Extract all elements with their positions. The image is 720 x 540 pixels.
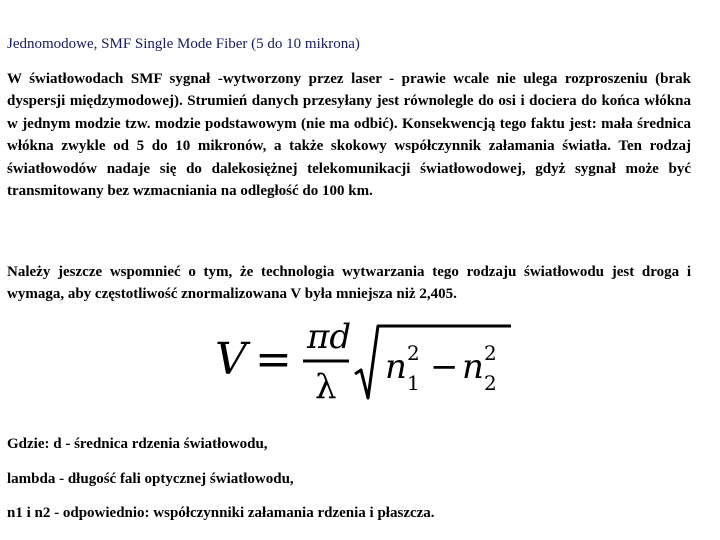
term1-superscript: 2 [407,341,420,365]
term1-subscript: 1 [407,371,420,395]
term2-base: n [462,347,484,387]
formula-minus: − [430,347,459,387]
slide-title: Jednomodowe, SMF Single Mode Fiber (5 do 10 mikrona) [7,36,360,52]
definition-refractive-indices: n1 i n2 - odpowiednio: współczynniki załamania rdzenia i płaszcza. [7,505,435,521]
term2-subscript: 2 [484,371,497,395]
definition-wavelength: lambda - długość fali optycznej światłowodu, [7,471,294,487]
formula-lhs: V [215,334,247,385]
normalized-frequency-formula [215,318,515,410]
paragraph-smf-description: W światłowodach SMF sygnał -wytworzony przez laser - prawie wcale nie ulega rozproszeniu (brak dyspersji międzymodowej). Strumień danych przesyłany jest równolegle do osi i dociera do końca włókna w jednym modzie tzw. modzie podstawowym (nie ma odbić). Konsekwencją tego faktu jest: mała średnica włókna zwykle od 5 do 10 mikronów, a także skokowy współczynnik załamania światła. Ten rodzaj światłowodów nadaje się do dalekosiężnej telekomunikacji światłowodowej, gdyż sygnał może być transmitowany bez wzmacniania na odległość do 100 km. [7,71,691,200]
paragraph-normalized-frequency: Należy jeszcze wspomnieć o tym, że technologia wytwarzania tego rodzaju światłowodu jest droga i wymaga, aby częstotliwość znormalizowana V była mniejsza niż 2,405. [7,264,691,303]
formula-equals: = [255,334,292,385]
formula-numerator: πd [307,318,352,357]
term2-superscript: 2 [484,341,497,365]
definition-diameter: Gdzie: d - średnica rdzenia światłowodu, [7,436,268,452]
term1-base: n [385,347,407,387]
formula-denominator: λ [315,367,337,407]
